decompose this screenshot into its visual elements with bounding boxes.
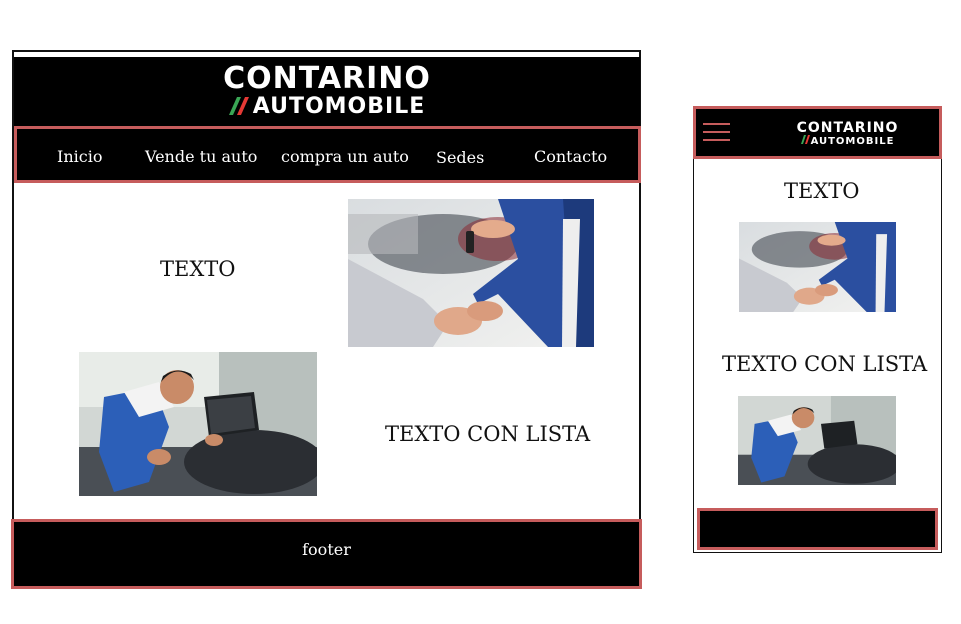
mobile-mockup [693,106,942,553]
footer-text: footer [302,540,351,559]
nav-inicio[interactable]: Inicio [57,147,103,166]
mobile-header [693,106,942,159]
mobile-logo-stripes-icon [801,135,811,144]
mobile-logo-line2: AUTOMOBILE [756,135,939,148]
nav-compra-un-auto[interactable]: compra un auto [281,147,409,166]
mobile-handshake-image [739,222,896,312]
mobile-footer [697,508,938,550]
mobile-section2-text: TEXTO CON LISTA [722,352,928,376]
logo-stripes-icon [229,97,253,115]
mobile-logo[interactable] [756,121,939,148]
mobile-mechanic-image [738,396,896,485]
hamburger-icon[interactable] [703,123,730,143]
nav-vende-tu-auto[interactable]: Vende tu auto [145,147,258,166]
desktop-mechanic-image [79,352,317,496]
nav-sedes[interactable]: Sedes [436,148,485,167]
desktop-section1-text: TEXTO [160,257,236,281]
logo-line1: CONTARINO [223,61,431,96]
nav-contacto[interactable]: Contacto [534,147,608,166]
desktop-logo[interactable] [14,63,640,119]
desktop-handshake-image [348,199,594,347]
desktop-header [14,57,640,126]
desktop-section2-text: TEXTO CON LISTA [385,422,591,446]
desktop-footer [11,519,642,589]
mobile-logo-line1: CONTARINO [796,120,899,136]
desktop-nav [14,126,641,183]
logo-line2: AUTOMOBILE [14,95,640,119]
mobile-section1-text: TEXTO [784,179,860,203]
